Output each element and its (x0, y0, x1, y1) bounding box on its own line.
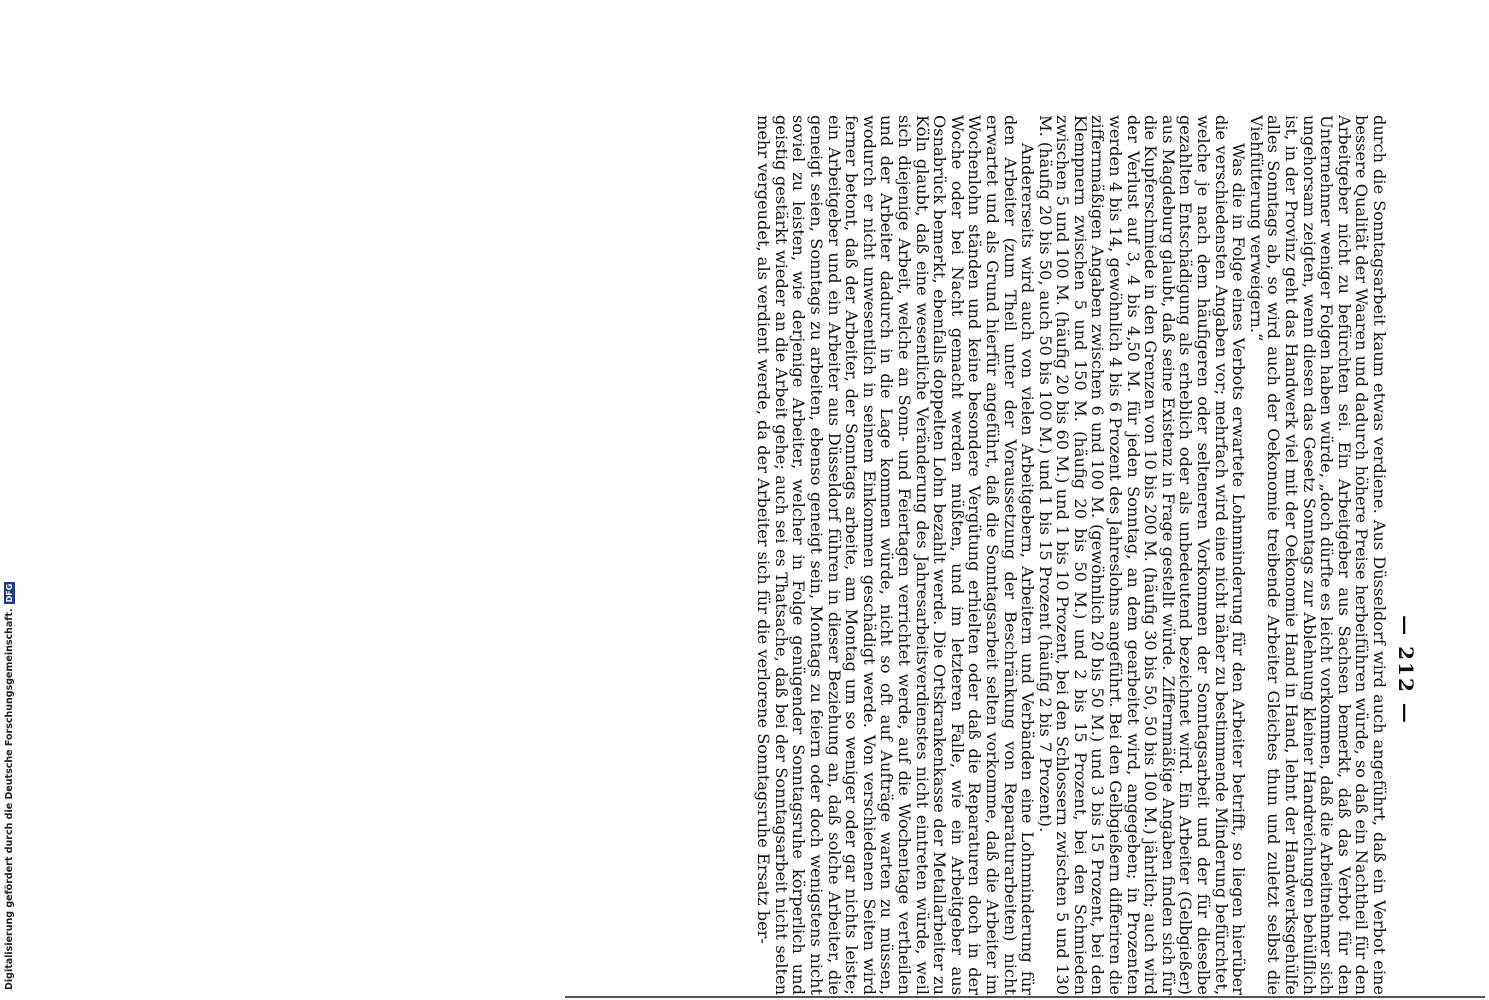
dfg-logo: DFG (5, 583, 14, 603)
digitization-credit (4, 583, 15, 990)
page-body (158, 115, 1388, 995)
paragraph-2: Was die in Folge eines Verbots erwartete Lohnminderung für den Arbeiter betrifft, so liegen hierüber die verschiedensten Angaben vor; mehrfach wird eine nicht näher zu bestimmende Minderung befürchtet, welche je nach dem häufigeren oder selteneren Vorkommen der Sonntagsarbeit und der für dieselbe gezahlten Entschädigung als erheblich oder als unbedeutend bezeichnet wird. Ein Arbeiter (Gelbgießer) aus Magdeburg glaubt, daß seine Existenz in Frage gestellt würde. Ziffernmäßige Angaben finden sich für die Kupferschmiede in den Grenzen von 10 bis 200 M. (häufig 30 bis 50, 50 bis 100 M.) jährlich; auch wird der Verlust auf 3, 4 bis 4,50 M. für jeden Sonntag, an dem gearbeitet wird, angegeben; in Prozenten werden 4 bis 14, gewöhnlich 4 bis 6 Prozent des Jahreslohns angeführt. Bei den Gelbgießern differiren die ziffernmäßigen Angaben zwischen 6 und 100 M. (gewöhnlich 20 bis 50 M.) und 3 bis 15 Prozent, bei den Klempnern zwischen 5 und 150 M. (häufig 20 bis 50 M.) und 2 bis 15 Prozent, bei den Schmieden zwischen 5 und 100 M. (häufig 20 bis 60 M.) und 1 bis 10 Prozent, bei den Schlossern zwischen 5 und 130 M. (häufig 20 bis 50, auch 50 bis 100 M.) und 1 bis 15 Prozent (häufig 2 bis 7 Prozent). (1035, 115, 1249, 995)
page-number: — 212 — (1394, 615, 1418, 725)
paragraph-3: Andererseits wird auch von vielen Arbeitgebern, Arbeitern und Verbänden eine Lohnminderung für den Arbeiter (zum Theil unter der Voraussetzung der Beschränkung von Reparaturarbeiten) nicht erwartet und als Grund hierfür angeführt, daß die Sonntagsarbeit selten vorkomme, daß die Arbeiter im Wochenlohn ständen und keine besondere Vergütung erhielten oder daß die Reparaturen doch in der Woche oder bei Nacht gemacht werden müßten, und im letzteren Falle, wie ein Arbeitgeber aus Osnabrück bemerkt, ebenfalls doppelten Lohn bezahlt werde. Die Ortskrankenkasse der Metallarbeiter zu Köln glaubt, daß eine wesentliche Veränderung des Jahresarbeitsverdienstes nicht eintreten würde, weil sich diejenige Arbeit, welche an Sonn- und Feiertagen verrichtet werde, auf die Wochentage vertheilen und der Arbeiter dadurch in die Lage kommen würde, nicht so oft auf Aufträge warten zu müssen, wodurch er nicht unwesentlich in seinem Einkommen geschädigt werde. Von verschiedenen Seiten wird ferner betont, daß der Arbeiter, der Sonntags arbeite, am Montag um so weniger oder gar nichts leiste; ein Arbeitgeber und ein Arbeiter aus Düsseldorf führen in dieser Beziehung an, daß solche Arbeiter, die geneigt seien, Sonntags zu arbeiten, ebenso geneigt sein, Montags zu feiern oder doch wenigstens nicht soviel zu leisten, wie derjenige Arbeiter, welcher in Folge genügender Sonntagsruhe körperlich und geistig gestärkt wieder an die Arbeit gehe; auch sei es Thatsache, daß bei der Sonntagsarbeit nicht selten mehr vergeudet, als verdient werde, da der Arbeiter sich für die verlorene Sonntagsruhe Ersatz ber- (754, 115, 1038, 995)
credit-text: Digitalisierung gefördert durch die Deutsche Forschungsgemeinschaft. (4, 608, 15, 990)
paragraph-1: durch die Sonntagsarbeit kaum etwas verdiene. Aus Düsseldorf wird auch angeführt, daß ein Verbot eine bessere Qualität der Waaren und dadurch höhere Preise herbeiführen würde, so daß ein Nachtheil für den Arbeitgeber nicht zu befürchten sei. Ein Arbeitgeber aus Sachsen bemerkt, daß das Verbot für den Unternehmer weniger Folgen haben würde, „doch dürfte es leicht vorkommen, daß die Arbeitnehmer sich ungehorsam zeigten, wenn diesen das Gesetz Sonntags zur Ablehnung kleiner Handreichungen behülflich ist, in der Provinz geht das Handwerk viel mit der Oekonomie Hand in Hand, lehnt der Handwerksgehülfe alles Sonntags ab, so wird auch der Oekonomie treibende Arbeiter Gleiches thun und zuletzt selbst die Viehfütterung verweigern.“ (1246, 115, 1389, 995)
page-edge-line (565, 996, 1485, 998)
